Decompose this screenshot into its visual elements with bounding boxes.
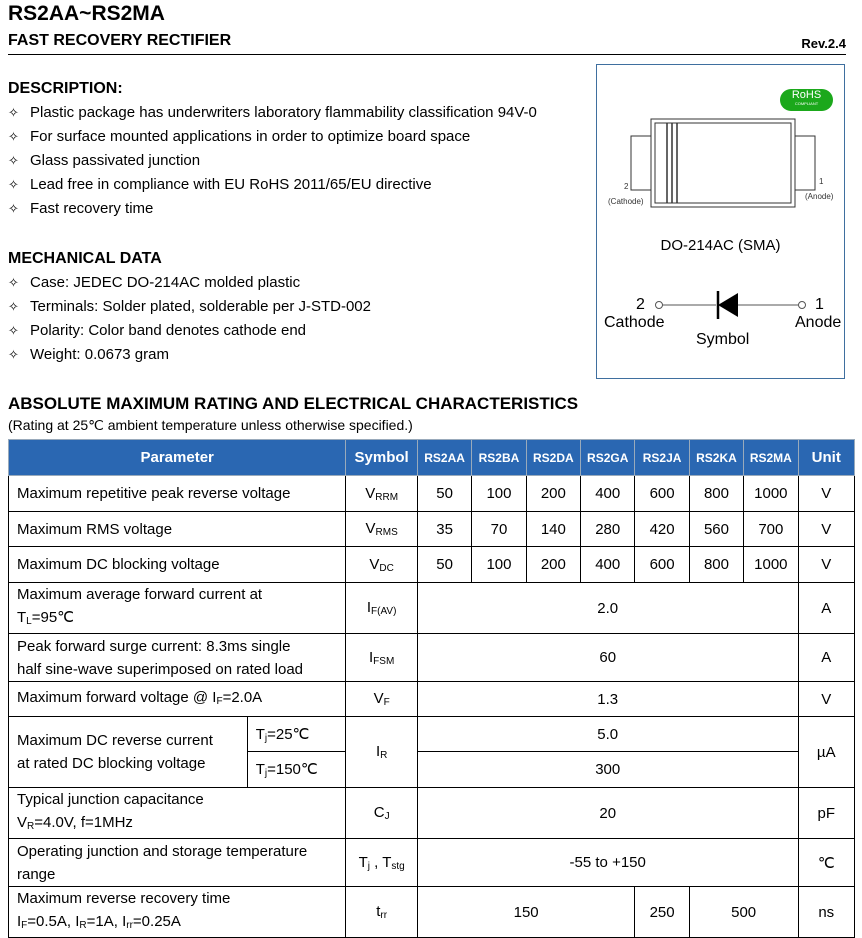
value-cell: 1.3 [417, 682, 798, 717]
value-cell: 600 [635, 547, 689, 583]
value-cell: 400 [581, 476, 635, 512]
unit-cell: A [798, 634, 854, 682]
header-divider [8, 54, 846, 55]
column-header-model: RS2DA [526, 440, 580, 476]
column-header-parameter: Parameter [9, 440, 346, 476]
unit-cell: V [798, 547, 854, 583]
diamond-bullet-icon: ✧ [8, 201, 19, 216]
column-header-model: RS2GA [581, 440, 635, 476]
symbol-cell: $I_{F(AV)}$ [346, 583, 418, 634]
unit-cell: ns [798, 887, 854, 938]
unit-cell: A [798, 583, 854, 634]
param-cell: Maximum average forward current at $T_L=95℃$ [9, 583, 346, 634]
param-cell: Maximum RMS voltage [9, 512, 346, 547]
unit-cell: pF [798, 788, 854, 839]
value-cell: 70 [472, 512, 526, 547]
value-cell: 420 [635, 512, 689, 547]
mechanical-list [8, 271, 371, 367]
value-cell: 200 [526, 547, 580, 583]
value-cell: 500 [689, 887, 798, 938]
param-cell: Operating junction and storage temperature range [9, 839, 346, 887]
table-row [9, 512, 855, 547]
value-cell: 1000 [744, 547, 798, 583]
condition-cell: $T_j=25℃$ [247, 717, 346, 752]
column-header-unit: Unit [798, 440, 854, 476]
symbol-cell: $T_j$ , $T_{stg}$ [346, 839, 418, 887]
rohs-badge: RoHS COMPLIANT [780, 89, 833, 111]
list-item: ✧ Case: JEDEC DO-214AC molded plastic [8, 271, 371, 295]
value-cell: 100 [472, 547, 526, 583]
value-cell: 250 [635, 887, 689, 938]
param-cell: Peak forward surge current: 8.3ms single half sine-wave superimposed on rated load [9, 634, 346, 682]
pin-2-label: (Cathode) [608, 197, 644, 206]
list-item: ✧ Fast recovery time [8, 197, 537, 221]
diamond-bullet-icon: ✧ [8, 129, 19, 144]
symbol-cathode-label: Cathode [604, 314, 665, 331]
ratings-table [8, 439, 855, 938]
description-list [8, 101, 537, 221]
param-cell: Typical junction capacitance $V_R=4.0V$, f=1MHz [9, 788, 346, 839]
column-header-model: RS2KA [689, 440, 743, 476]
column-header-model: RS2JA [635, 440, 689, 476]
symbol-cell: $V_{RMS}$ [346, 512, 418, 547]
column-header-model: RS2BA [472, 440, 526, 476]
symbol-pin-2-number: 2 [636, 296, 645, 313]
param-cell: Maximum repetitive peak reverse voltage [9, 476, 346, 512]
value-cell: 60 [417, 634, 798, 682]
description-heading: DESCRIPTION: [8, 80, 123, 97]
ratings-heading: ABSOLUTE MAXIMUM RATING AND ELECTRICAL CHARACTERISTICS [8, 394, 579, 413]
value-cell: 150 [417, 887, 635, 938]
value-cell: 50 [417, 547, 471, 583]
value-cell: 140 [526, 512, 580, 547]
value-cell: 50 [417, 476, 471, 512]
value-cell: 100 [472, 476, 526, 512]
symbol-cell: $C_J$ [346, 788, 418, 839]
table-row [9, 634, 855, 682]
symbol-cell: $t_{rr}$ [346, 887, 418, 938]
diamond-bullet-icon: ✧ [8, 347, 19, 362]
value-cell: 280 [581, 512, 635, 547]
value-cell: 200 [526, 476, 580, 512]
symbol-anode-label: Anode [795, 314, 842, 331]
revision-label: Rev.2.4 [801, 36, 846, 51]
unit-cell: V [798, 512, 854, 547]
package-name: DO-214AC (SMA) [660, 237, 781, 254]
mechanical-heading: MECHANICAL DATA [8, 250, 162, 267]
diamond-bullet-icon: ✧ [8, 105, 19, 120]
table-row [9, 583, 855, 634]
column-header-model: RS2AA [417, 440, 471, 476]
diamond-bullet-icon: ✧ [8, 275, 19, 290]
column-header-model: RS2MA [744, 440, 798, 476]
diamond-bullet-icon: ✧ [8, 323, 19, 338]
value-cell: 1000 [744, 476, 798, 512]
unit-cell: ℃ [798, 839, 854, 887]
param-cell: Maximum DC reverse current at rated DC blocking voltage [9, 717, 248, 788]
value-cell: 20 [417, 788, 798, 839]
table-row [9, 717, 855, 752]
table-row [9, 547, 855, 583]
list-item: ✧ Glass passivated junction [8, 149, 537, 173]
symbol-pin-1-number: 1 [815, 296, 824, 313]
value-cell: 300 [417, 752, 798, 788]
unit-cell: µA [798, 717, 854, 788]
table-row [9, 476, 855, 512]
symbol-cell: $V_{RRM}$ [346, 476, 418, 512]
value-cell: 800 [689, 547, 743, 583]
symbol-caption: Symbol [696, 331, 750, 348]
value-cell: 800 [689, 476, 743, 512]
list-item: ✧ Weight: 0.0673 gram [8, 343, 371, 367]
param-cell: Maximum reverse recovery time $I_F=0.5A$, $I_R=1A$, $I_{rr}=0.25A$ [9, 887, 346, 938]
value-cell: 5.0 [417, 717, 798, 752]
table-row [9, 788, 855, 839]
value-cell: 400 [581, 547, 635, 583]
param-cell: Maximum forward voltage @ $I_F=2.0A$ [9, 682, 346, 717]
diamond-bullet-icon: ✧ [8, 177, 19, 192]
pin-2-number: 2 [624, 182, 629, 191]
diamond-bullet-icon: ✧ [8, 299, 19, 314]
table-row [9, 682, 855, 717]
value-cell: 600 [635, 476, 689, 512]
param-cell: Maximum DC blocking voltage [9, 547, 346, 583]
list-item: ✧ For surface mounted applications in order to optimize board space [8, 125, 537, 149]
symbol-cell: $V_F$ [346, 682, 418, 717]
table-row [9, 887, 855, 938]
symbol-cell: $V_{DC}$ [346, 547, 418, 583]
symbol-cell: $I_R$ [346, 717, 418, 788]
condition-cell: $T_j=150℃$ [247, 752, 346, 788]
value-cell: 700 [744, 512, 798, 547]
symbol-cell: $I_{FSM}$ [346, 634, 418, 682]
unit-cell: V [798, 476, 854, 512]
list-item: ✧ Polarity: Color band denotes cathode end [8, 319, 371, 343]
table-row [9, 839, 855, 887]
column-header-symbol: Symbol [346, 440, 418, 476]
value-cell: 35 [417, 512, 471, 547]
pin-1-label: (Anode) [805, 192, 834, 201]
table-header-row [9, 440, 855, 476]
list-item: ✧ Lead free in compliance with EU RoHS 2011/65/EU directive [8, 173, 537, 197]
datasheet-subtitle: FAST RECOVERY RECTIFIER [8, 32, 232, 49]
diamond-bullet-icon: ✧ [8, 153, 19, 168]
value-cell: 2.0 [417, 583, 798, 634]
value-cell: 560 [689, 512, 743, 547]
list-item: ✧ Terminals: Solder plated, solderable per J-STD-002 [8, 295, 371, 319]
value-cell: -55 to +150 [417, 839, 798, 887]
pin-1-number: 1 [819, 177, 824, 186]
unit-cell: V [798, 682, 854, 717]
ratings-note: (Rating at 25℃ ambient temperature unless otherwise specified.) [8, 417, 413, 433]
datasheet-title: RS2AA~RS2MA [8, 2, 165, 25]
list-item: ✧ Plastic package has underwriters laboratory flammability classification 94V-0 [8, 101, 537, 125]
